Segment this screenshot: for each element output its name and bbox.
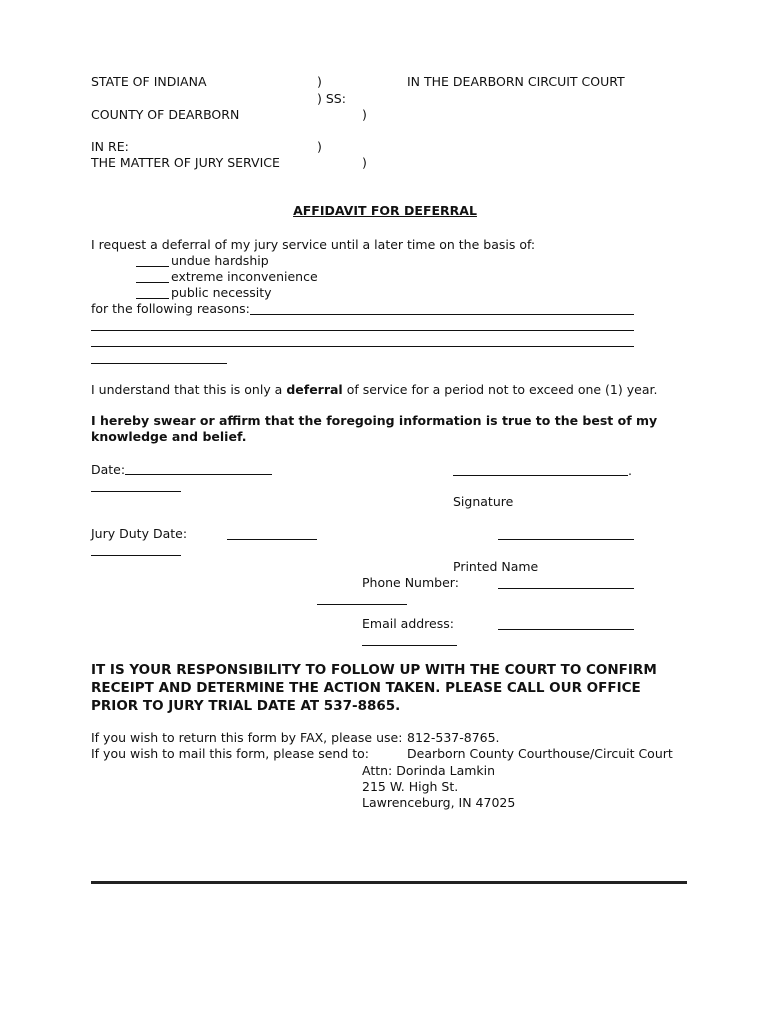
deferral-text: I understand that this is only a [91,382,287,397]
page-divider [91,881,687,884]
reasons-label: for the following reasons: [91,301,250,316]
deferral-emphasis: deferral [286,382,343,397]
mail-address-line: Attn: Dorinda Lamkin [362,763,496,778]
reasons-line[interactable] [91,346,634,347]
necessity-blank[interactable] [136,298,169,299]
document-title: AFFIDAVIT FOR DEFERRAL [293,203,477,218]
printed-name-field[interactable] [498,539,634,540]
oath-line: knowledge and belief. [91,429,247,444]
responsibility-notice: RECEIPT AND DETERMINE THE ACTION TAKEN. PLEASE CALL OUR OFFICE [91,680,641,696]
reasons-line[interactable] [91,330,634,331]
jury-duty-date-label: Jury Duty Date: [91,526,188,541]
ss-label: ) SS: [317,91,346,106]
caption-paren: ) [362,155,367,170]
signature-label: Signature [453,494,514,509]
hardship-blank[interactable] [136,266,169,267]
option-label: undue hardship [171,253,269,268]
deferral-statement [91,382,657,398]
signature-field[interactable] [453,475,628,476]
printed-name-label: Printed Name [453,559,539,574]
deferral-text: of service for a period not to exceed one (1) year. [342,382,658,397]
phone-field-continued[interactable] [317,604,407,605]
jury-duty-date-field[interactable] [227,539,317,540]
date-field-continued[interactable] [91,491,181,492]
responsibility-notice: PRIOR TO JURY TRIAL DATE AT 537-8865. [91,698,401,714]
mail-address-line: Lawrenceburg, IN 47025 [362,795,516,810]
date-label: Date: [91,462,126,477]
date-field[interactable] [125,474,272,475]
oath-line: I hereby swear or affirm that the foregoing information is true to the best of my [91,413,658,428]
caption-paren: ) [317,139,322,154]
email-field-continued[interactable] [362,645,457,646]
mail-label: If you wish to mail this form, please send to: [91,746,369,761]
request-intro: I request a deferral of my jury service until a later time on the basis of: [91,237,536,252]
mail-address-line: Dearborn County Courthouse/Circuit Court [407,746,673,761]
option-label: public necessity [171,285,272,300]
court-name: IN THE DEARBORN CIRCUIT COURT [407,74,625,89]
inconvenience-blank[interactable] [136,282,169,283]
phone-field[interactable] [498,588,634,589]
phone-label: Phone Number: [362,575,459,590]
county-label: COUNTY OF DEARBORN [91,107,240,122]
in-re-label: IN RE: [91,139,129,154]
jury-duty-date-field-continued[interactable] [91,555,181,556]
signature-dot: . [628,463,632,478]
matter-label: THE MATTER OF JURY SERVICE [91,155,280,170]
caption-paren: ) [362,107,367,122]
option-label: extreme inconvenience [171,269,318,284]
email-label: Email address: [362,616,454,631]
fax-label: If you wish to return this form by FAX, please use: [91,730,403,745]
state-label: STATE OF INDIANA [91,74,207,89]
email-field[interactable] [498,629,634,630]
fax-number: 812-537-8765. [407,730,500,745]
reasons-line[interactable] [250,314,634,315]
mail-address-line: 215 W. High St. [362,779,459,794]
caption-paren: ) [317,74,322,89]
reasons-line[interactable] [91,363,227,364]
responsibility-notice: IT IS YOUR RESPONSIBILITY TO FOLLOW UP WITH THE COURT TO CONFIRM [91,662,657,678]
